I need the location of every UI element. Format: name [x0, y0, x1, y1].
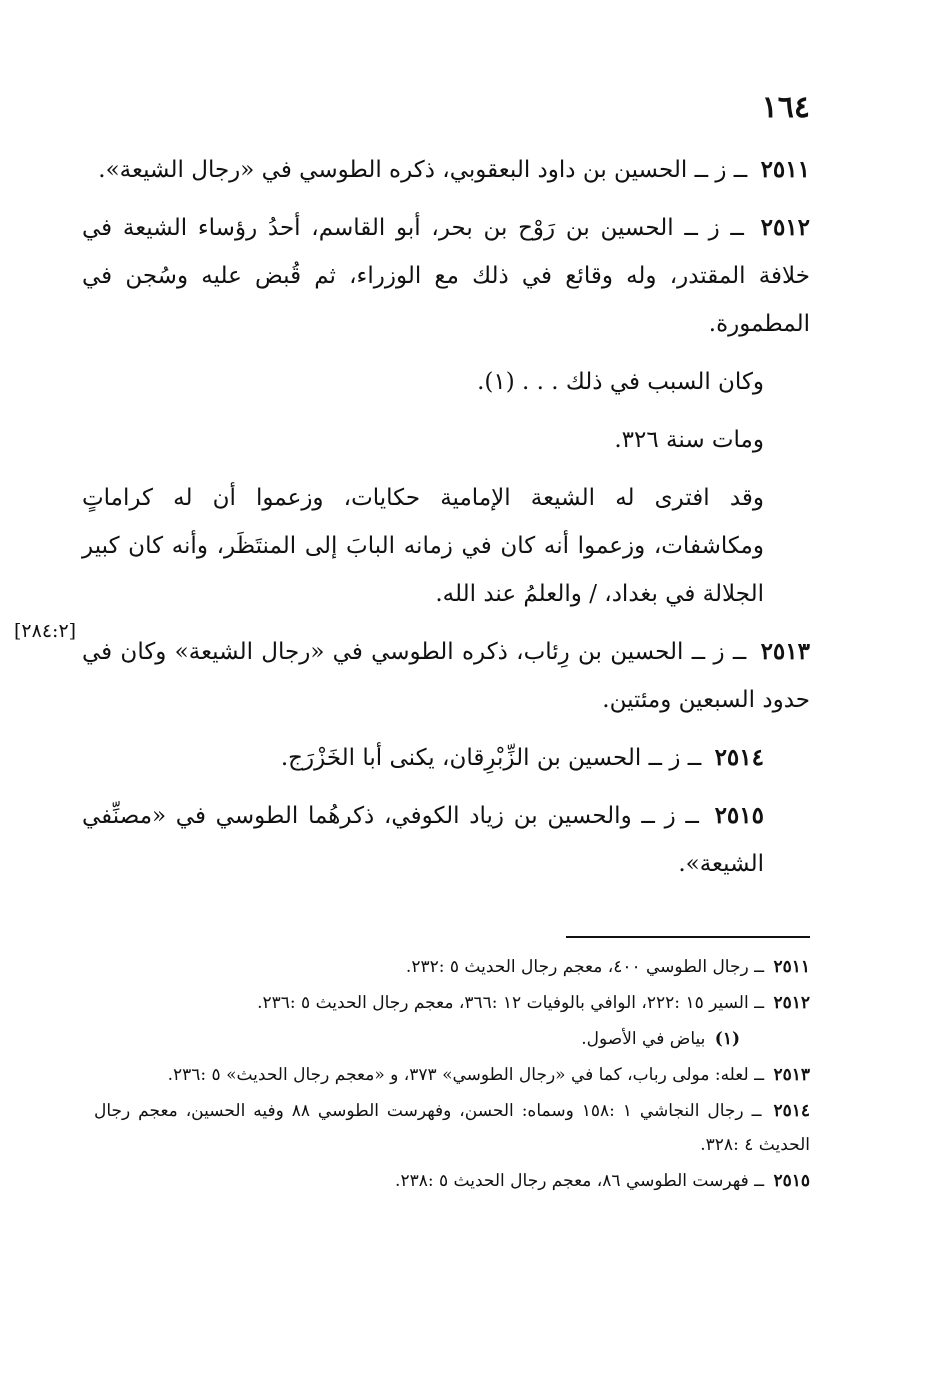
entry-2515	[82, 792, 810, 888]
entry-number: ٢٥١٤	[714, 744, 764, 771]
entry-number: ٢٥١١	[760, 156, 810, 183]
entry-text: ــ ز ــ الحسين بن داود البعقوبي، ذكره الطوسي في «رجال الشيعة».	[98, 157, 748, 183]
footnote-number: (١)	[714, 1029, 740, 1049]
entry-2511	[82, 146, 810, 194]
entry-2512-reason	[82, 358, 810, 406]
entry-2514	[82, 734, 810, 782]
page-number: ١٦٤	[761, 90, 810, 125]
footnote-separator	[566, 936, 810, 938]
footnote-text: بياض في الأصول.	[581, 1029, 706, 1049]
footnote-2514	[94, 1094, 810, 1162]
footnote-text: ــ فهرست الطوسي ٨٦، معجم رجال الحديث ٥ :٢٣٨.	[395, 1171, 765, 1191]
entry-2512	[82, 204, 810, 348]
footnote-2515	[94, 1164, 810, 1198]
footnote-text: ــ السير ١٥ :٢٢٢، الوافي بالوفيات ١٢ :٣٦٦، معجم رجال الحديث ٥ :٢٣٦.	[257, 993, 765, 1013]
footnote-number: ٢٥١٢	[773, 993, 810, 1013]
margin-reference: [٢٨٤:٢]	[14, 620, 77, 642]
entry-2512-death	[82, 416, 810, 464]
entry-text: ــ ز ــ الحسين بن الزِّبْرِقان، يكنى أبا الخَزْرَج.	[280, 745, 702, 771]
footnote-number: ٢٥١١	[773, 957, 810, 977]
main-text	[82, 146, 810, 898]
entry-number: ٢٥١٣	[760, 638, 810, 665]
entry-2513	[82, 628, 810, 724]
footnote-2513	[94, 1058, 810, 1092]
footnote-text: ــ لعله: مولى رباب، كما في «رجال الطوسي» ٣٧٣، و «معجم رجال الحديث» ٥ :٢٣٦.	[167, 1065, 765, 1085]
footnotes	[94, 950, 810, 1200]
entry-text: ومات سنة ٣٢٦.	[614, 427, 764, 453]
footnote-2511	[94, 950, 810, 984]
footnote-text: ــ رجال الطوسي ٤٠٠، معجم رجال الحديث ٥ :٢٣٢.	[405, 957, 765, 977]
entry-text: ــ ز ــ والحسين بن زياد الكوفي، ذكرهُما الطوسي في «مصنِّفي الشيعة».	[82, 803, 764, 877]
footnote-2512	[94, 986, 810, 1020]
entry-text: وكان السبب في ذلك . . . (١).	[477, 369, 764, 395]
footnote-number: ٢٥١٥	[773, 1171, 810, 1191]
entry-text: ــ ز ــ الحسين بن رَوْح بن بحر، أبو القاسم، أحدُ رؤساء الشيعة في خلافة المقتدر، وله وقائع في ذلك مع الوزراء، ثم قُبض عليه وسُجن في المطمورة.	[82, 215, 810, 337]
footnote-number: ٢٥١٣	[773, 1065, 810, 1085]
footnote-number: ٢٥١٤	[773, 1101, 810, 1121]
entry-number: ٢٥١٥	[714, 802, 764, 829]
entry-text: ــ ز ــ الحسين بن رِئاب، ذكره الطوسي في «رجال الشيعة» وكان في حدود السبعين ومئتين.	[82, 639, 810, 713]
footnote-1	[94, 1022, 810, 1056]
entry-2512-claims	[82, 474, 810, 618]
footnote-text: ــ رجال النجاشي ١ :١٥٨ وسماه: الحسن، وفهرست الطوسي ٨٨ وفيه الحسين، معجم رجال الحديث ٤ :٣٢٨.	[94, 1101, 810, 1155]
entry-text: وقد افترى له الشيعة الإمامية حكايات، وزعموا أن له كراماتٍ ومكاشفات، وزعموا أنه كان في زمانه البابَ إلى المنتَظَر، وأنه كان كبير الجلالة في بغداد، / والعلمُ عند الله.	[82, 485, 764, 607]
entry-number: ٢٥١٢	[760, 214, 811, 241]
